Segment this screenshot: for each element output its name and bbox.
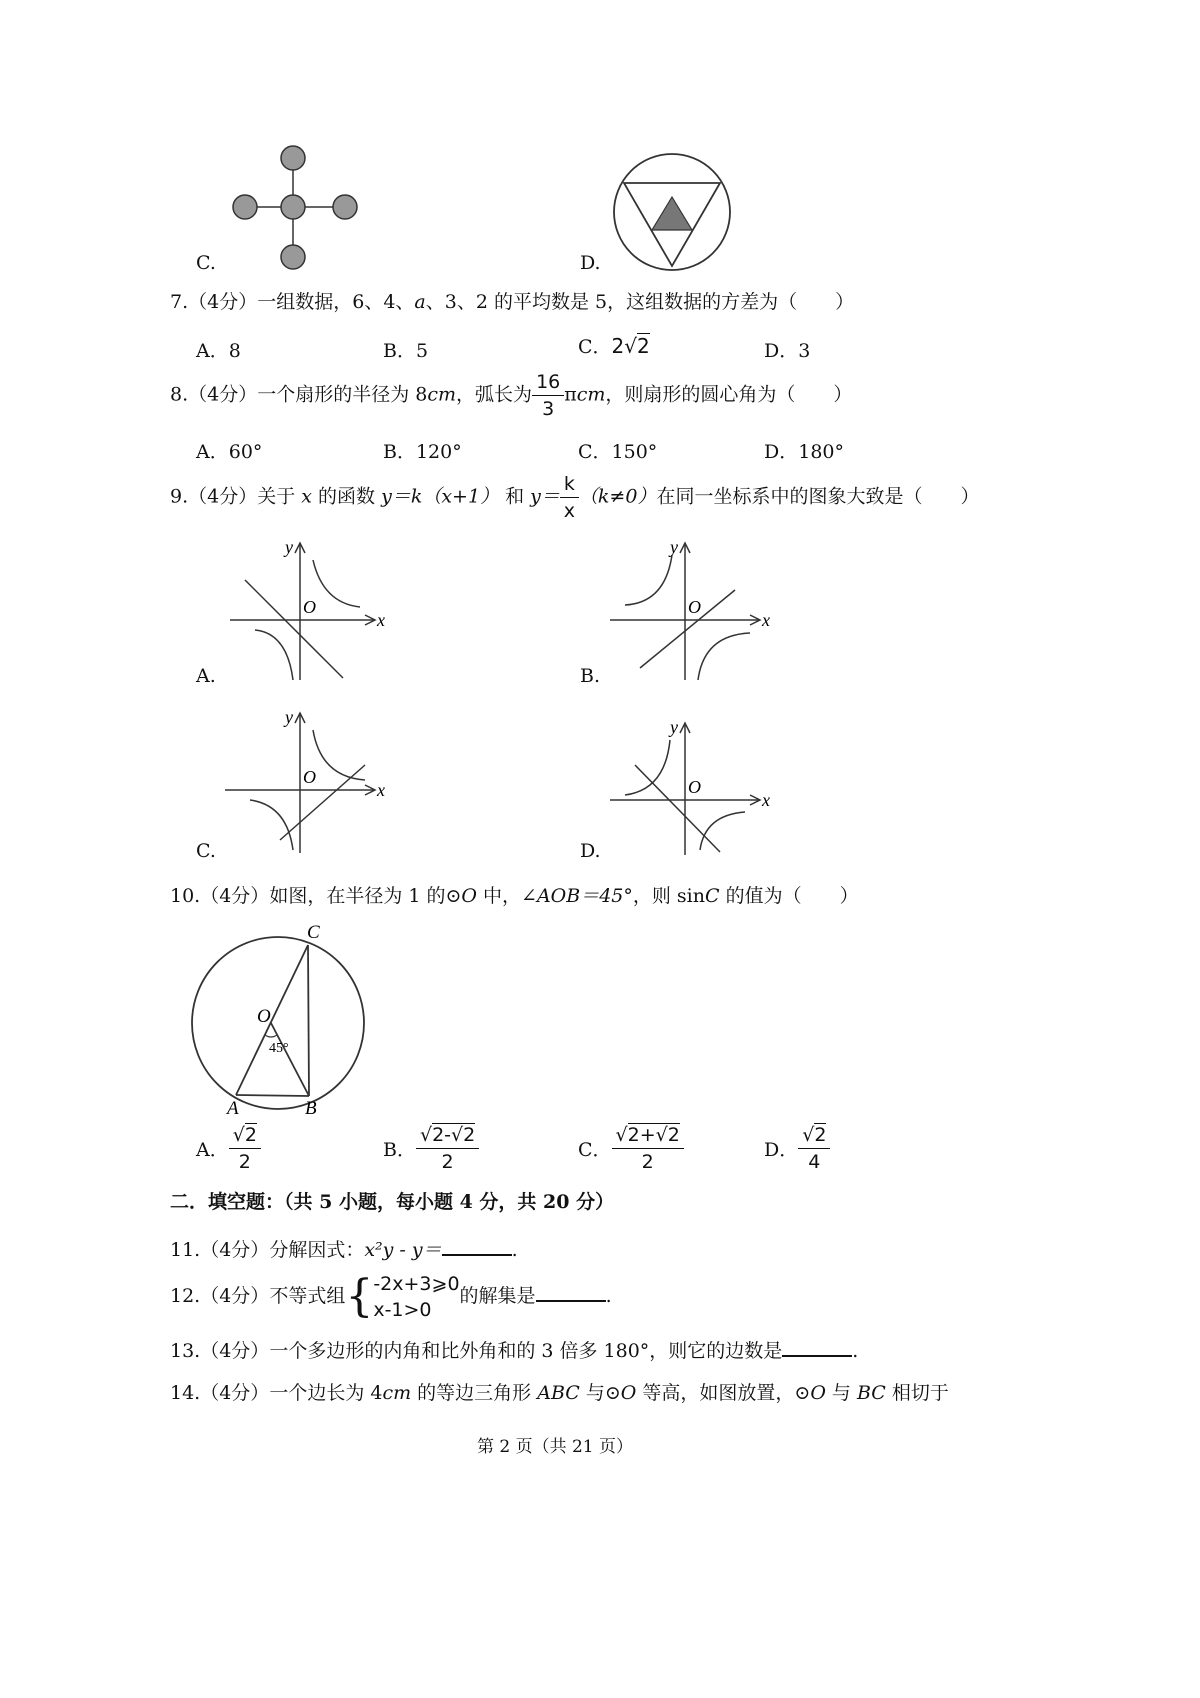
q12-answer-blank[interactable] — [536, 1282, 606, 1302]
svg-text:O: O — [303, 767, 316, 787]
q13: 13.（4分）一个多边形的内角和比外角和的 3 倍多 180°，则它的边数是 . — [170, 1337, 858, 1363]
q8-pi: π — [564, 383, 577, 406]
q8-option-c[interactable]: C．150° — [578, 441, 658, 463]
svg-text:O: O — [688, 597, 701, 617]
q9-cond: （k≠0） — [578, 485, 657, 508]
q7-score: （4分） — [188, 291, 258, 313]
q10-var-o: O — [461, 885, 477, 907]
svg-text:y: y — [670, 537, 678, 557]
q9-eq1: y＝k（x+1） — [381, 485, 500, 508]
q8-score: （4分） — [188, 383, 258, 406]
q10-stem — [170, 884, 859, 908]
svg-text:A: A — [227, 1098, 239, 1118]
q7-number: 7. — [170, 291, 189, 313]
q9-eq2-lhs: y＝ — [530, 485, 560, 508]
section2-title: 二．填空题：（共 5 小题，每小题 4 分，共 20 分） — [170, 1191, 615, 1213]
q7-text-pre: 一组数据，6、4、 — [257, 291, 415, 313]
svg-text:y: y — [670, 717, 678, 737]
q9-option-c-label[interactable]: C. — [196, 840, 216, 862]
q7-text-post: 、3、2 的平均数是 5，这组数据的方差为（ ） — [425, 291, 855, 313]
q12: 12.（4分）不等式组{ -2x+3⩾0 x-1>0 的解集是 . — [170, 1271, 612, 1322]
svg-text:x: x — [377, 610, 385, 630]
q10-number: 10. — [170, 885, 201, 907]
q10-option-d[interactable]: D． $\frac{√2}{4}$ — [764, 1124, 830, 1173]
q12-brace: { — [345, 1271, 374, 1322]
q8-unit2: cm — [576, 383, 606, 406]
q10-option-a[interactable]: A． $\frac{√2}{2}$ — [196, 1124, 261, 1173]
svg-text:O: O — [688, 777, 701, 797]
q9-option-b-label[interactable]: B. — [580, 665, 601, 687]
q10-option-c[interactable]: C． $\frac{√2+√2}{2}$ — [578, 1124, 684, 1173]
q9-option-d-label[interactable]: D. — [580, 840, 601, 862]
q10-circle-sym: ⊙ — [445, 885, 462, 907]
q10-var-c: C — [705, 885, 720, 907]
q8-text-mid: ，弧长为 — [456, 383, 533, 406]
q9-fraction: $\frac{k}{x}$ — [560, 473, 579, 522]
q9-graph-c — [225, 705, 405, 855]
svg-text:C: C — [307, 922, 320, 943]
q8-text-pre: 一个扇形的半径为 8 — [257, 383, 428, 406]
q11-expression: x²y - y＝ — [364, 1239, 442, 1261]
q11: 11.（4分）分解因式：x²y - y＝ . — [170, 1236, 518, 1262]
q11-answer-blank[interactable] — [442, 1236, 512, 1256]
q8-text-post: ，则扇形的圆心角为（ ） — [605, 383, 853, 406]
q12-system: -2x+3⩾0 x-1>0 — [373, 1273, 460, 1321]
svg-text:O: O — [303, 597, 316, 617]
q6-option-d-label[interactable]: D. — [580, 252, 601, 274]
q9-text-post: 在同一坐标系中的图象大致是（ ） — [656, 485, 980, 508]
q9-option-a-label[interactable]: A. — [196, 665, 216, 687]
q9-graph-a — [225, 535, 405, 685]
q10-text-pre: 如图，在半径为 1 的 — [269, 885, 446, 907]
q9-stem — [170, 473, 979, 522]
q9-score: （4分） — [188, 485, 258, 508]
q8-fraction: $\frac{16}{3}$ — [532, 371, 564, 420]
svg-text:O: O — [257, 1006, 271, 1027]
q8-number: 8. — [170, 383, 189, 406]
q7-option-a[interactable]: A．8 — [196, 340, 241, 362]
q9-text-func: 的函数 — [312, 485, 382, 508]
svg-text:y: y — [285, 537, 293, 557]
page-footer: 第 2 页（共 21 页） — [476, 1437, 634, 1457]
circle-triangle-figure — [610, 150, 735, 275]
q10-angle: ∠AOB＝45° — [521, 885, 633, 907]
svg-text:x: x — [762, 610, 770, 630]
q8-unit: cm — [427, 383, 457, 406]
q10-option-b[interactable]: B． $\frac{√2-√2}{2}$ — [383, 1124, 479, 1173]
q6-option-c-label[interactable]: C. — [196, 252, 216, 274]
q9-graph-b — [610, 535, 790, 685]
q8-option-b[interactable]: B．120° — [383, 441, 462, 463]
svg-text:B: B — [305, 1098, 317, 1118]
q9-text-pre: 关于 — [257, 485, 302, 508]
q9-var-x: x — [301, 485, 312, 508]
q9-text-and: 和 — [499, 485, 531, 508]
q8-option-d[interactable]: D．180° — [764, 441, 844, 463]
q10-text-post: 的值为（ ） — [719, 885, 859, 907]
four-circle-cross-figure — [220, 140, 370, 275]
q7-stem — [170, 290, 854, 314]
q10-text-then: ，则 sin — [632, 885, 705, 907]
q14: 14.（4分）一个边长为 4cm 的等边三角形 ABC 与⊙O 等高，如图放置，⊙O 与 BC 相切于 — [170, 1382, 949, 1404]
q7-option-d[interactable]: D．3 — [764, 340, 811, 362]
q7-var-a: a — [414, 291, 426, 313]
q10-score: （4分） — [200, 885, 270, 907]
q7-option-b[interactable]: B．5 — [383, 340, 429, 362]
svg-text:x: x — [377, 780, 385, 800]
q10-circle-figure — [185, 918, 375, 1118]
q7-option-c[interactable]: C．2√2 — [578, 334, 650, 358]
q10-text-mid: 中， — [476, 885, 522, 907]
q8-option-a[interactable]: A．60° — [196, 441, 263, 463]
q6-option-c-figure — [220, 140, 370, 275]
svg-text:x: x — [762, 790, 770, 810]
q13-answer-blank[interactable] — [782, 1337, 852, 1357]
q6-option-d-figure — [610, 150, 735, 275]
svg-text:y: y — [285, 707, 293, 727]
q9-number: 9. — [170, 485, 189, 508]
q9-graph-d — [610, 715, 790, 860]
q8-stem — [170, 371, 852, 420]
svg-text:45°: 45° — [269, 1041, 289, 1056]
